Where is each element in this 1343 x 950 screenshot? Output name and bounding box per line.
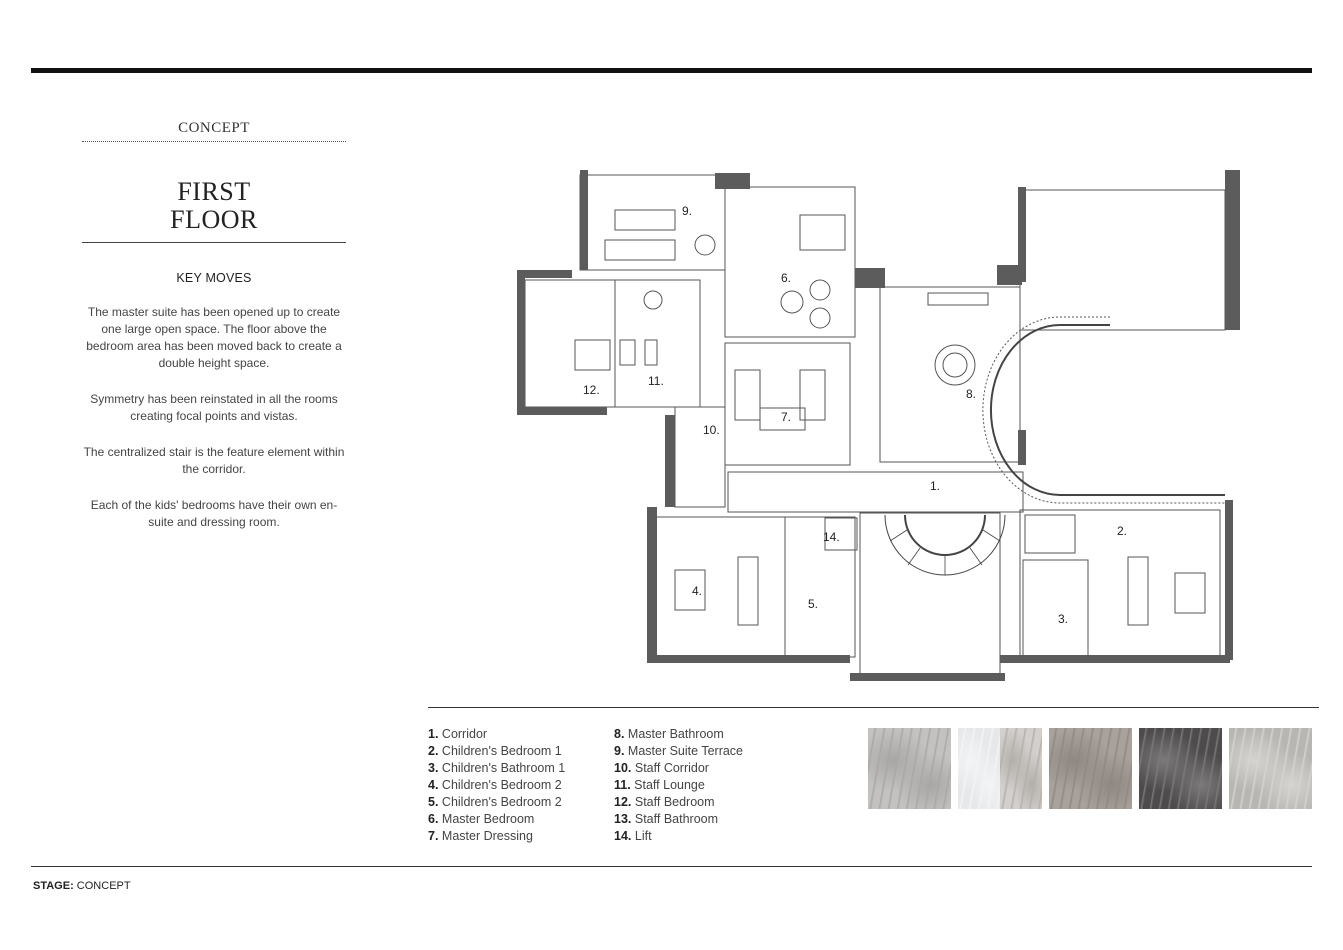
legend-item: 9. Master Suite Terrace — [614, 744, 744, 758]
plan-label-4: 4. — [692, 584, 703, 598]
legend-column-2 — [614, 726, 743, 845]
bottom-rule — [31, 866, 1312, 867]
legend-column-1 — [428, 726, 565, 845]
title-line-1: FIRST — [177, 177, 251, 206]
rounded-balcony — [991, 325, 1225, 495]
legend-item: 13. Staff Bathroom — [614, 812, 719, 826]
room-master-dressing — [725, 343, 850, 465]
plan-label-14: 14. — [823, 530, 840, 544]
plan-label-11: 11. — [648, 374, 664, 388]
legend-item: 4. Children's Bedroom 2 — [428, 778, 562, 792]
plan-label-12: 12. — [583, 383, 600, 397]
legend-item: 14. Lift — [614, 829, 652, 843]
legend-item: 7. Master Dressing — [428, 829, 533, 843]
room-master-bathroom — [880, 287, 1020, 462]
section-kicker: CONCEPT — [82, 120, 346, 142]
plan-label-3: 3. — [1058, 612, 1069, 626]
room-bathroom-5 — [785, 517, 855, 657]
page-title — [82, 178, 346, 243]
room-master-bedroom — [725, 187, 855, 337]
plan-label-9: 9. — [682, 204, 693, 218]
material-swatch-grey-oak-wood — [1049, 728, 1132, 809]
plan-label-10: 10. — [703, 423, 720, 437]
stage-value: CONCEPT — [73, 880, 131, 892]
material-swatch-light-grey-marble — [1229, 728, 1312, 809]
room-staff-bedroom — [525, 280, 615, 407]
plan-label-6: 6. — [781, 271, 792, 285]
plan-label-1: 1. — [930, 479, 941, 493]
plan-label-2: 2. — [1117, 524, 1128, 538]
legend-item: 10. Staff Corridor — [614, 761, 709, 775]
stage-footer — [33, 880, 131, 892]
plan-label-5: 5. — [808, 597, 819, 611]
floor-plan — [500, 165, 1245, 690]
key-move-paragraph: Each of the kids' bedrooms have their own en-suite and dressing room. — [90, 498, 338, 529]
legend-item: 12. Staff Bedroom — [614, 795, 715, 809]
material-swatch-dark-grey-marble — [1139, 728, 1222, 809]
plan-label-8: 8. — [966, 387, 977, 401]
legend-item: 11. Staff Lounge — [614, 778, 705, 792]
material-swatch-pale-grey-stone — [868, 728, 951, 809]
room-childrens-bathroom-1 — [1023, 560, 1088, 657]
top-rule — [31, 68, 1312, 73]
material-swatch-grey-veined-marble — [1000, 728, 1042, 809]
room-terrace — [580, 175, 725, 270]
stage-label: STAGE: — [33, 880, 74, 892]
key-move-paragraph: Symmetry has been reinstated in all the rooms creating focal points and vistas. — [90, 392, 338, 423]
title-line-2: FLOOR — [170, 205, 258, 234]
legend-item: 3. Children's Bathroom 1 — [428, 761, 566, 775]
room-staff-corridor — [675, 407, 725, 507]
legend-item: 1. Corridor — [428, 727, 488, 741]
legend-rule — [428, 707, 1319, 708]
legend-item: 2. Children's Bedroom 1 — [428, 744, 562, 758]
key-move-paragraph: The master suite has been opened up to create one large open space. The floor above the bedroom area has been moved back to create a double height space. — [86, 305, 342, 370]
concept-panel — [82, 120, 346, 531]
feature-stair — [885, 515, 1005, 575]
key-move-paragraph: The centralized stair is the feature element within the corridor. — [83, 445, 345, 476]
legend-item: 5. Children's Bedroom 2 — [428, 795, 562, 809]
room-corridor — [728, 472, 1023, 512]
plan-label-7: 7. — [781, 410, 792, 424]
legend-item: 6. Master Bedroom — [428, 812, 535, 826]
legend-item: 8. Master Bathroom — [614, 727, 724, 741]
east-terrace — [1020, 190, 1225, 330]
material-swatch-white-terrazzo — [958, 728, 1000, 809]
key-moves-heading: KEY MOVES — [176, 271, 252, 285]
